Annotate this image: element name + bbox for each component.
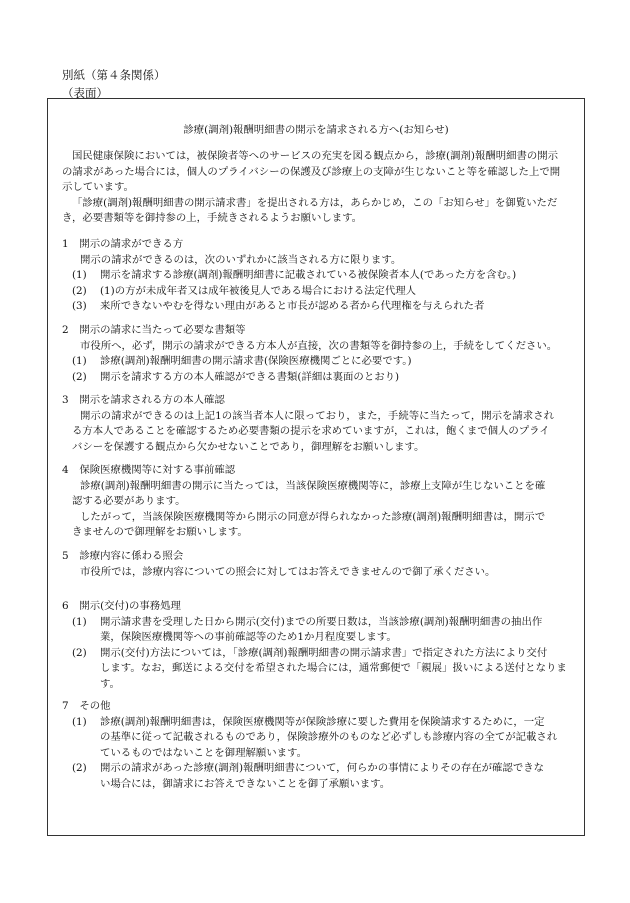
item-text-cont: い場合には，御請求にお答えできないことを御了承願います。 [100,777,391,790]
section-6 [62,599,582,692]
annex-label: 別紙（第４条関係） [62,68,166,82]
item-number: (1) [72,615,87,628]
intro-line: の請求があった場合には，個人のプライバシーの保護及び診療上の支障が生じないこと等を確認した上で開 [62,165,561,178]
para-line: 認する必要があります。 [72,495,186,507]
para-line: バシーを保護する観点から欠かせないことであり，御理解をお願いします。 [72,440,425,453]
section-number: 4 [62,464,69,476]
item-text: 開示請求書を受理した日から開示(交付)までの所要日数は，当該診療(調剤)報酬明細書の抽出作 [100,615,543,628]
list-item [62,646,582,662]
section-2 [62,323,582,385]
intro-line: 国民健康保険においては，被保険者等へのサービスの充実を図る観点から，診療(調剤)報酬明細書の開示 [72,150,559,162]
section-heading-text: その他 [79,700,111,712]
item-text: 診療(調剤)報酬明細書の開示請求書(保険医療機関ごとに必要です。) [100,355,412,367]
item-number: (1) [72,269,87,281]
section-3 [62,393,582,455]
section-heading [62,323,582,339]
list-item [62,354,582,370]
section-heading [62,237,582,253]
section-number: 5 [62,550,69,562]
item-number: (2) [72,762,87,774]
item-text-cont: 業，保険医療機関等への事前確認等のため1か月程度要します。 [100,631,397,643]
item-text-cont: す。 [100,677,120,690]
para-line: きませんので御理解をお願いします。 [72,526,248,538]
section-1 [62,237,582,315]
notice-title: 診療(調剤)報酬明細書の開示を請求される方へ(お知らせ) [183,124,449,136]
item-number: (1) [72,715,87,728]
section-heading-text: 診療内容に係わる照会 [79,550,184,562]
list-item [62,284,582,300]
intro-line: 示しています。 [62,181,134,193]
item-text-cont: します。なお，郵送による交付を希望された場合には，通常郵便で「親展」扱いによる送付となりま [100,662,567,674]
item-number: (2) [72,646,87,659]
section-heading [62,549,582,565]
section-5 [62,549,582,580]
section-number: 7 [62,700,69,712]
para-line: したがって，当該保険医療機関等から開示の同意が得られなかった診療(調剤)報酬明細書は，開示で [80,510,546,523]
section-number: 6 [62,600,69,612]
item-number: (3) [72,300,87,312]
list-item [62,761,582,777]
list-item [62,715,582,731]
side-label: （表面） [62,86,108,100]
notice-box [47,98,585,836]
item-text: 開示を請求する診療(調剤)報酬明細書に記載されている被保険者本人(であった方を含む。) [100,269,517,281]
item-text-cont: ているものではないことを御理解願います。 [100,746,307,759]
item-text: 診療(調剤)報酬明細書は，保険医療機関等が保険診療に要した費用を保険請求するために，一定 [100,715,545,728]
section-heading-text: 開示の請求に当たって必要な書類等 [79,324,246,336]
section-heading [62,599,582,615]
section-7 [62,699,582,792]
list-item [62,370,582,386]
intro-line: 「診療(調剤)報酬明細書の開示請求書」を提出される方は，あらかじめ，この「お知らせ」を御覧いただ [72,196,558,209]
section-number: 2 [62,324,69,336]
list-item [62,268,582,284]
item-number: (2) [72,284,87,297]
section-number: 3 [62,394,69,406]
item-number: (1) [72,355,87,367]
section-heading-text: 開示を請求される方の本人確認 [79,394,225,406]
intro-paragraph [62,149,582,227]
para-line: る方本人であることを確認するため必要書類の提示を求めていますが，これは，飽くまで個人のプライ [72,425,550,437]
section-lead: 市役所へ，必ず，開示の請求ができる方本人が直接，次の書類等を御持参の上，手続をしてください。 [80,339,558,352]
intro-line: き，必要書類等を御持参の上，手続きされるようお願いします。 [62,212,363,224]
para-line: 開示の請求ができるのは上記1の該当者本人に限っており，また，手続等に当たって，開示を請求され [80,409,554,422]
section-heading [62,393,582,409]
list-item [62,615,582,631]
list-item [62,299,582,315]
item-text-cont: の基準に従って記載されるものであり，保険診療外のものなど必ずしも診療内容の全てが記載され [100,731,558,743]
item-text: 開示の請求があった診療(調剤)報酬明細書について，何らかの事情によりその存在が確認できな [100,762,544,774]
item-text: 開示を請求する方の本人確認ができる書類(詳細は裏面のとおり) [100,370,400,383]
section-heading-text: 開示の請求ができる方 [79,238,184,250]
section-heading [62,699,582,715]
item-text: 来所できないやむを得ない理由があると市長が認める者から代理権を与えられた者 [100,300,485,312]
section-heading [62,463,582,479]
item-text: 開示(交付)方法については，「診療(調剤)報酬明細書の開示請求書」で指定された方法により交付 [100,646,548,659]
para-line: 診療(調剤)報酬明細書の開示に当たっては，当該保険医療機関等に，診療上支障が生じないことを確 [80,479,546,492]
section-number: 1 [62,238,69,250]
item-text: (1)の方が未成年者又は成年被後見人である場合における法定代理人 [100,284,417,297]
item-number: (2) [72,370,87,383]
section-heading-text: 開示(交付)の事務処理 [79,600,181,612]
section-lead: 開示の請求ができるのは，次のいずれかに該当される方に限ります。 [80,253,402,266]
section-4 [62,463,582,541]
section-heading-text: 保険医療機関等に対する事前確認 [79,464,236,476]
section-lead: 市役所では，診療内容についての照会に対してはお答えできませんので御了承ください。 [80,565,496,578]
